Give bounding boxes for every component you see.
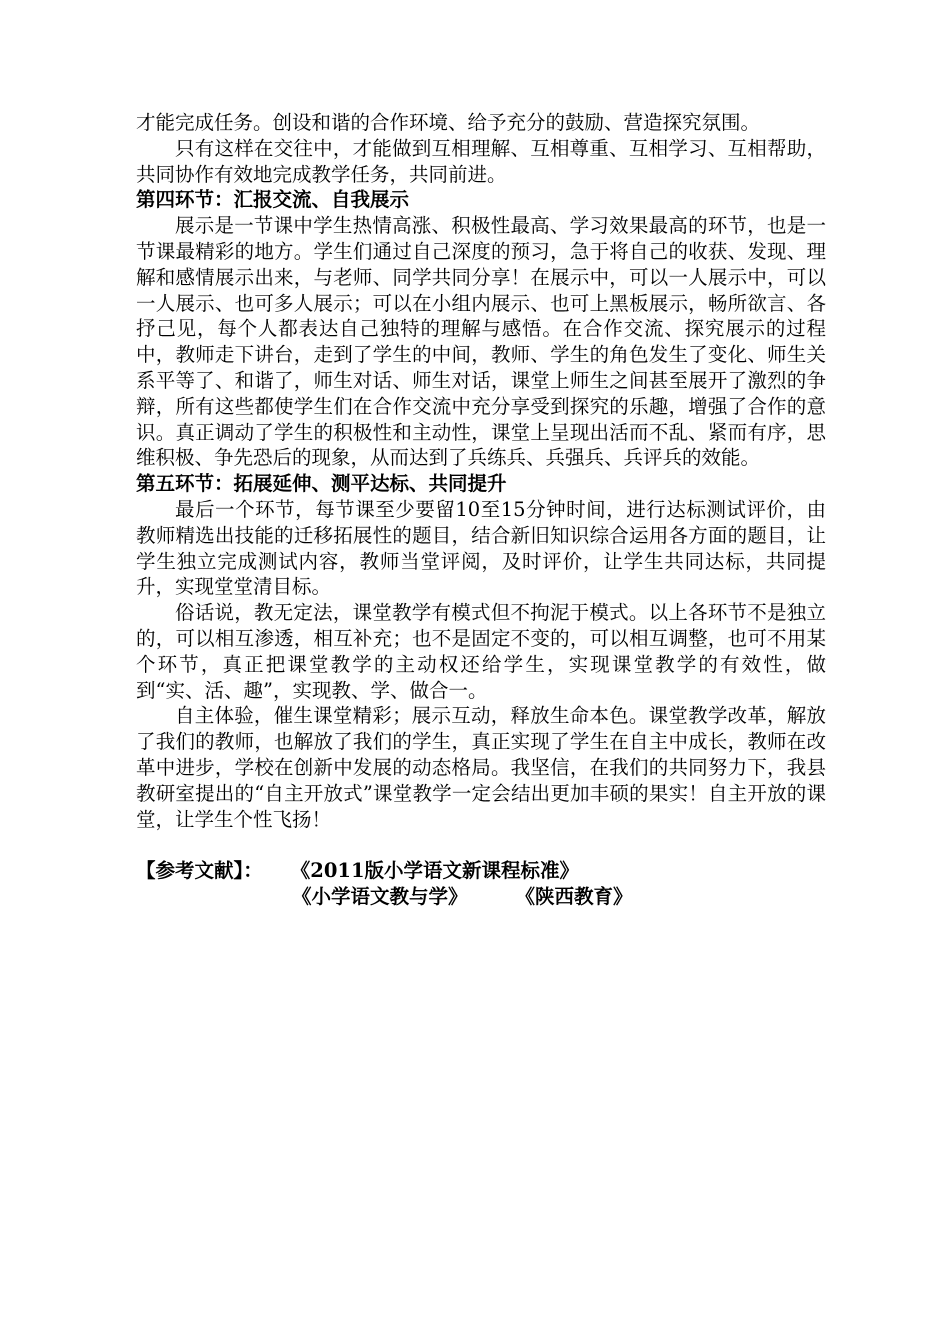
- section-heading-4: 第四环节：汇报交流、自我展示: [136, 188, 410, 212]
- references-line-1: [136, 858, 826, 884]
- reference-item: 《小学语文教与学》: [292, 885, 468, 909]
- paragraph-extension: 最后一个环节，每节课至少要留10至15分钟时间，进行达标测试评价，由教师精选出技能的迁移拓展性的题目，结合新旧知识综合运用各方面的题目，让学生独立完成测试内容，教师当堂评阅，及时评价，让学生共同达标，共同提升，实现堂堂清目标。: [136, 497, 826, 599]
- references-line-2: [136, 884, 826, 910]
- paragraph-conclusion: 自主体验，催生课堂精彩；展示互动，释放生命本色。课堂教学改革，解放了我们的教师，也解放了我们的学生，真正实现了学生在自主中成长，教师在改革中进步，学校在创新中发展的动态格局。我坚信，在我们的共同努力下，我县教研室提出的“自主开放式”课堂教学一定会结出更加丰硕的果实！自主开放的课堂，让学生个性飞扬！: [136, 704, 826, 831]
- paragraph-continuation: 才能完成任务。创设和谐的合作环境、给予充分的鼓励、营造探究氛围。: [136, 111, 761, 134]
- paragraph-cooperation: 只有这样在交往中，才能做到互相理解、互相尊重、互相学习、互相帮助，共同协作有效地完成教学任务，共同前进。: [136, 136, 826, 186]
- section-heading-5: 第五环节：拓展延伸、测平达标、共同提升: [136, 472, 507, 496]
- reference-item: 《陕西教育》: [515, 885, 633, 909]
- paragraph-presentation: 展示是一节课中学生热情高涨、积极性最高、学习效果最高的环节，也是一节课最精彩的地方。学生们通过自己深度的预习，急于将自己的收获、发现、理解和感情展示出来，与老师、同学共同分享！在展示中，可以一人展示中，可以一人展示、也可多人展示；可以在小组内展示、也可上黑板展示，畅所欲言、各抒己见，每个人都表达自己独特的理解与感悟。在合作交流、探究展示的过程中，教师走下讲台，走到了学生的中间，教师、学生的角色发生了变化、师生关系平等了、和谐了，师生对话、师生对话，课堂上师生之间甚至展开了激烈的争辩，所有这些都使学生们在合作交流中充分享受到探究的乐趣，增强了合作的意识。真正调动了学生的积极性和主动性，课堂上呈现出活而不乱、紧而有序，思维积极、争先恐后的现象，从而达到了兵练兵、兵强兵、兵评兵的效能。: [136, 214, 826, 470]
- reference-item: 《2011版小学语文新课程标准》: [290, 859, 580, 883]
- document-page: [136, 110, 826, 910]
- references-section: [136, 858, 826, 910]
- paragraph-teaching-method: 俗话说，教无定法，课堂教学有模式但不拘泥于模式。以上各环节不是独立的，可以相互渗透，相互补充；也不是固定不变的，可以相互调整，也可不用某个环节，真正把课堂教学的主动权还给学生，实现课堂教学的有效性，做到“实、活、趣”，实现教、学、做合一。: [136, 601, 826, 702]
- references-label: 【参考文献】：: [136, 859, 263, 883]
